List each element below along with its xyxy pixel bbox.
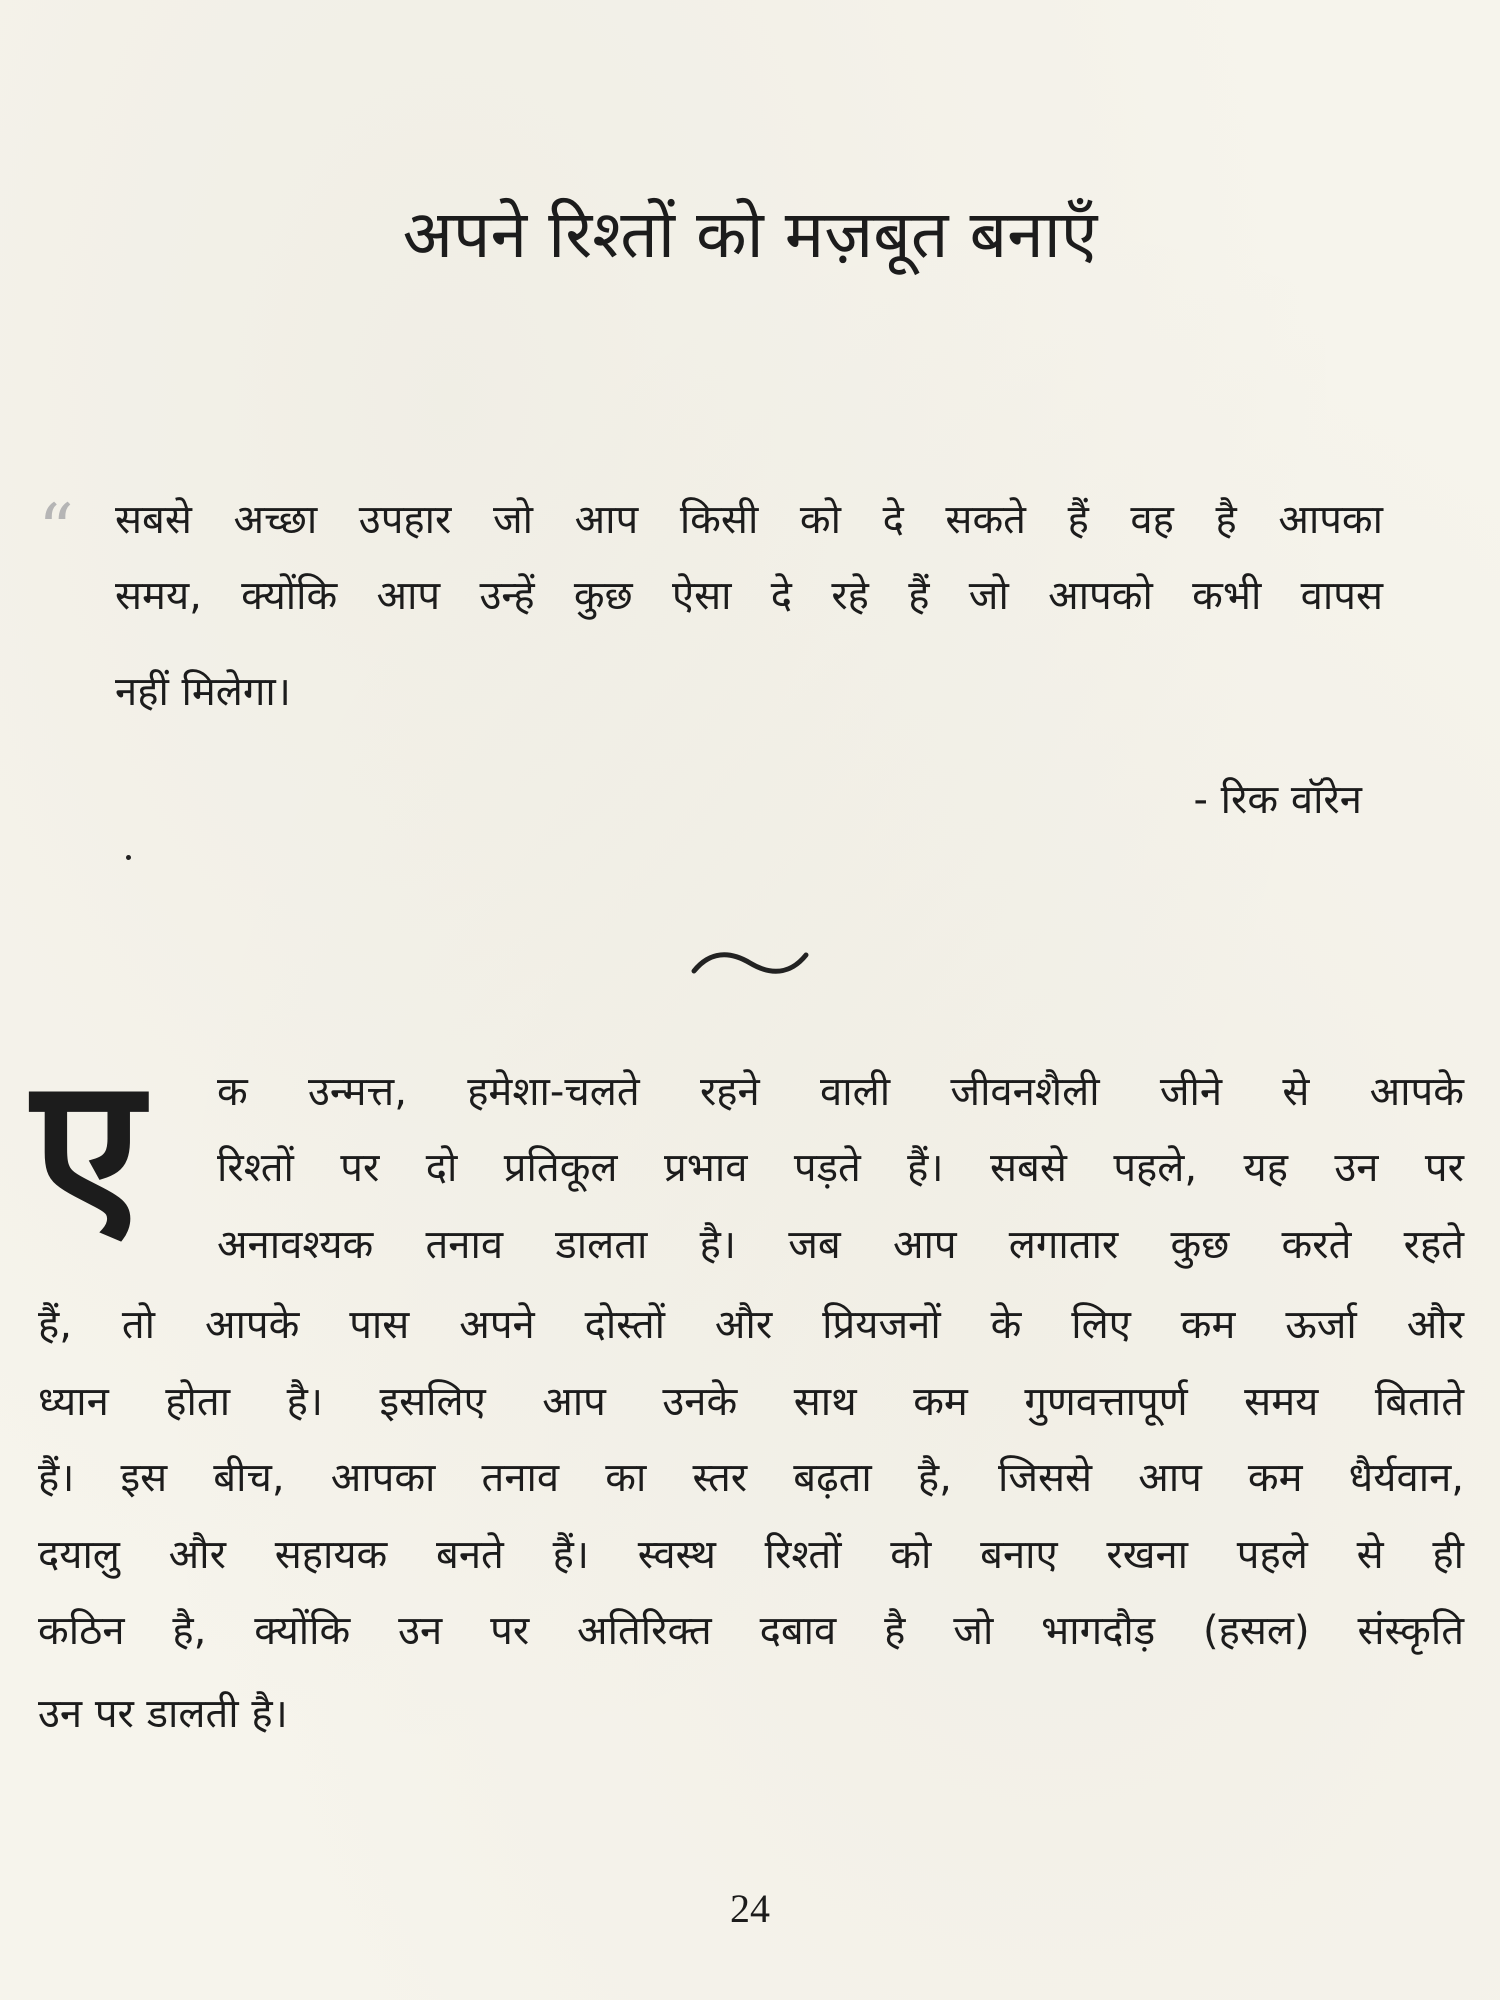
quote-line: सबसे अच्छा उपहार जो आप किसी को दे सकते हैं वह है आपका xyxy=(115,497,1383,543)
page-number: 24 xyxy=(730,1886,770,1931)
chapter-title: अपने रिश्तों को मज़बूत बनाएँ xyxy=(402,196,1098,273)
quote-line: नहीं मिलेगा। xyxy=(115,669,291,715)
body-line: उन पर डालती है। xyxy=(38,1691,288,1737)
quote-line: समय, क्योंकि आप उन्हें कुछ ऐसा दे रहे हैं जो आपको कभी वापस xyxy=(115,573,1383,619)
stray-dot xyxy=(126,855,131,860)
body-line: रिश्तों पर दो प्रतिकूल प्रभाव पड़ते हैं। सबसे पहले, यह उन पर xyxy=(217,1145,1464,1191)
body-line: ध्यान होता है। इसलिए आप उनके साथ कम गुणवत्तापूर्ण समय बिताते xyxy=(38,1379,1464,1425)
body-line: हैं। इस बीच, आपका तनाव का स्तर बढ़ता है, जिससे आप कम धैर्यवान, xyxy=(38,1455,1464,1501)
drop-cap: ए xyxy=(32,1032,143,1267)
body-line: हैं, तो आपके पास अपने दोस्तों और प्रियजनों के लिए कम ऊर्जा और xyxy=(38,1302,1464,1348)
quote-attribution: - रिक वॉरेन xyxy=(1193,777,1362,823)
body-line: क उन्मत्त, हमेशा-चलते रहने वाली जीवनशैली जीने से आपके xyxy=(217,1069,1464,1115)
body-line: दयालु और सहायक बनते हैं। स्वस्थ रिश्तों को बनाए रखना पहले से ही xyxy=(38,1532,1464,1578)
ornament-swirl-icon xyxy=(690,945,810,981)
body-line: अनावश्यक तनाव डालता है। जब आप लगातार कुछ करते रहते xyxy=(217,1222,1464,1268)
body-line: कठिन है, क्योंकि उन पर अतिरिक्त दबाव है जो भागदौड़ (हसल) संस्कृति xyxy=(38,1608,1464,1654)
quote-mark-icon: “ xyxy=(38,489,74,571)
